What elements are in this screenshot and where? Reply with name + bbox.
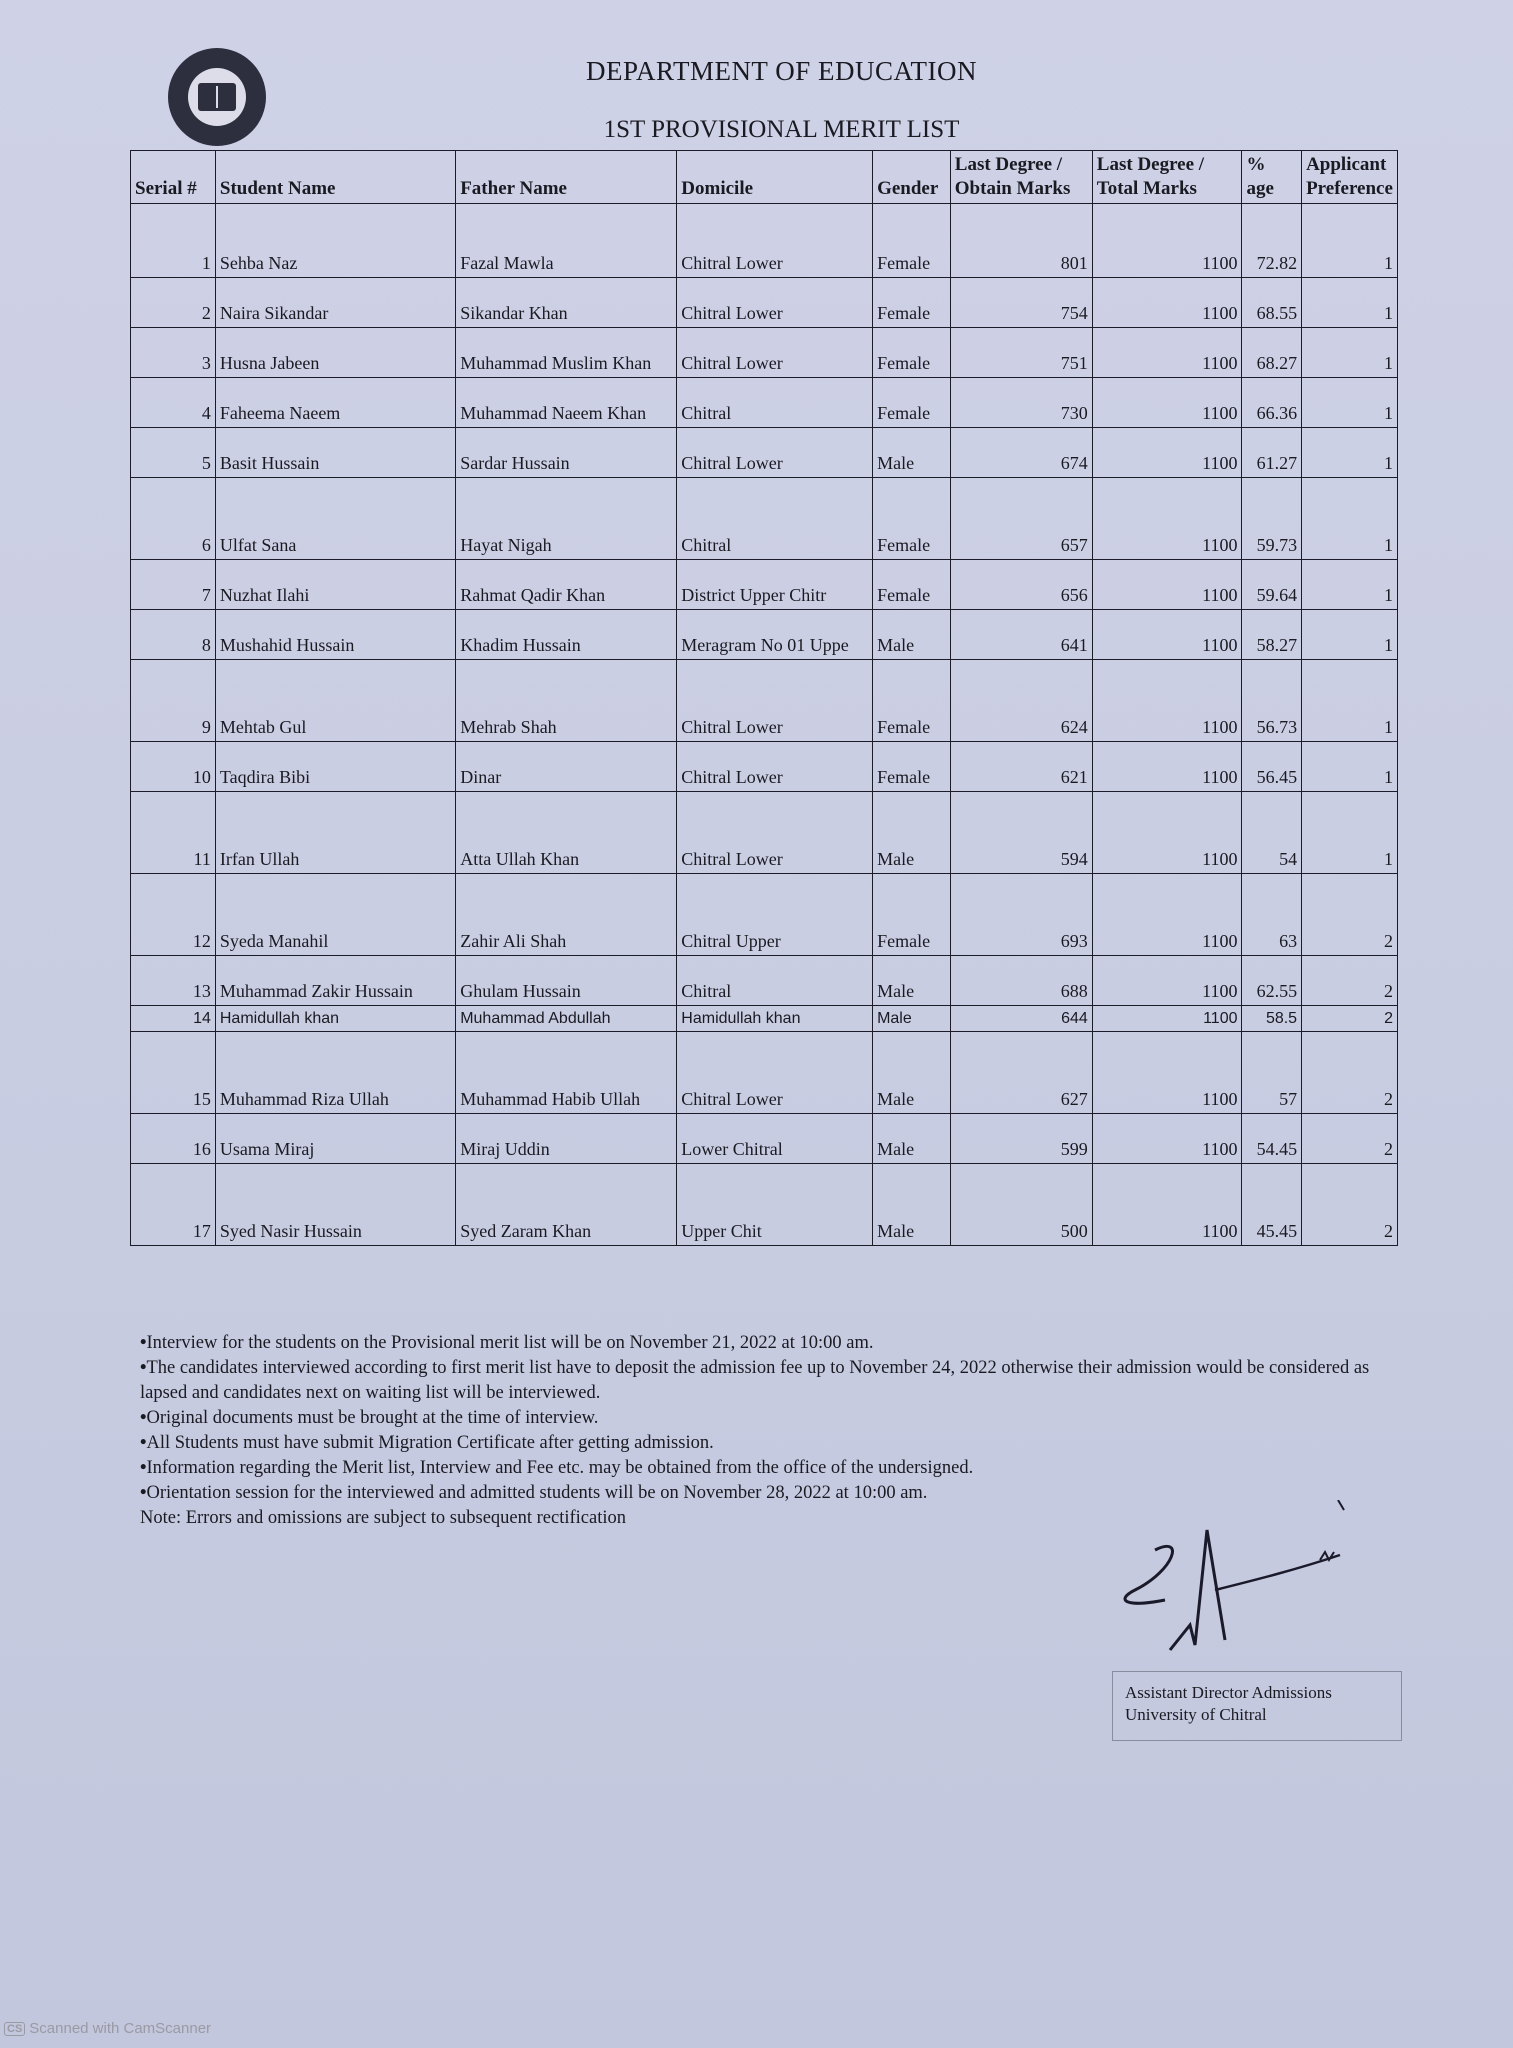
cell-father-name: Khadim Hussain — [456, 610, 677, 660]
table-row — [131, 1006, 1398, 1032]
cell-student-name: Naira Sikandar — [215, 278, 455, 328]
cell-domicile: Chitral — [677, 378, 873, 428]
cell-serial: 17 — [131, 1164, 216, 1246]
cell-student-name: Syeda Manahil — [215, 874, 455, 956]
cell-total-marks: 1100 — [1092, 660, 1242, 742]
cell-serial: 3 — [131, 328, 216, 378]
cell-percentage: 54.45 — [1242, 1114, 1302, 1164]
cell-gender: Male — [873, 1032, 951, 1114]
header-domicile: Domicile — [677, 151, 873, 204]
header-serial: Serial # — [131, 151, 216, 204]
cell-domicile: Chitral Lower — [677, 742, 873, 792]
scanner-watermark — [4, 2020, 211, 2037]
table-row — [131, 328, 1398, 378]
cell-obtain-marks: 688 — [950, 956, 1092, 1006]
cell-preference: 1 — [1302, 742, 1398, 792]
cell-percentage: 68.55 — [1242, 278, 1302, 328]
table-row — [131, 560, 1398, 610]
cell-gender: Female — [873, 874, 951, 956]
cell-percentage: 61.27 — [1242, 428, 1302, 478]
cell-preference: 1 — [1302, 428, 1398, 478]
cell-total-marks: 1100 — [1092, 478, 1242, 560]
cell-gender: Male — [873, 1114, 951, 1164]
cell-gender: Male — [873, 610, 951, 660]
cell-preference: 1 — [1302, 328, 1398, 378]
cell-preference: 2 — [1302, 1114, 1398, 1164]
cell-student-name: Ulfat Sana — [215, 478, 455, 560]
note-item: • The candidates interviewed according to first merit list have to deposit the admission fee up to November 24, 2022 otherwise their admission would be considered as lapsed and candidates next on waiting list will be interviewed. — [140, 1356, 1380, 1406]
header-obtain-marks: Last Degree / Obtain Marks — [950, 151, 1092, 204]
table-row — [131, 1032, 1398, 1114]
cell-preference: 1 — [1302, 378, 1398, 428]
cell-gender: Female — [873, 742, 951, 792]
cell-serial: 16 — [131, 1114, 216, 1164]
cell-preference: 2 — [1302, 874, 1398, 956]
cell-father-name: Sardar Hussain — [456, 428, 677, 478]
note-item: • Information regarding the Merit list, Interview and Fee etc. may be obtained from the office of the undersigned. — [140, 1456, 1380, 1481]
cell-percentage: 45.45 — [1242, 1164, 1302, 1246]
cell-preference: 1 — [1302, 560, 1398, 610]
cell-serial: 7 — [131, 560, 216, 610]
cell-total-marks: 1100 — [1092, 278, 1242, 328]
cell-student-name: Faheema Naeem — [215, 378, 455, 428]
cell-percentage: 56.73 — [1242, 660, 1302, 742]
book-icon — [198, 83, 236, 111]
cell-father-name: Hayat Nigah — [456, 478, 677, 560]
note-item: • Orientation session for the interviewed and admitted students will be on November 28, 2022 at 10:00 am. — [140, 1481, 1380, 1506]
cell-preference: 1 — [1302, 204, 1398, 278]
camscanner-icon: CS — [4, 2022, 25, 2036]
cell-preference: 1 — [1302, 660, 1398, 742]
cell-gender: Male — [873, 1006, 951, 1032]
cell-gender: Female — [873, 560, 951, 610]
cell-total-marks: 1100 — [1092, 328, 1242, 378]
table-row — [131, 478, 1398, 560]
cell-serial: 9 — [131, 660, 216, 742]
cell-preference: 2 — [1302, 1164, 1398, 1246]
cell-student-name: Syed Nasir Hussain — [215, 1164, 455, 1246]
cell-preference: 2 — [1302, 1032, 1398, 1114]
cell-domicile: Chitral Lower — [677, 278, 873, 328]
cell-serial: 13 — [131, 956, 216, 1006]
note-item: • Interview for the students on the Provisional merit list will be on November 21, 2022 at 10:00 am. — [140, 1331, 1380, 1356]
note-item: • All Students must have submit Migration Certificate after getting admission. — [140, 1431, 1380, 1456]
cell-percentage: 63 — [1242, 874, 1302, 956]
cell-serial: 12 — [131, 874, 216, 956]
cell-percentage: 68.27 — [1242, 328, 1302, 378]
cell-domicile: Chitral Lower — [677, 1032, 873, 1114]
cell-gender: Male — [873, 956, 951, 1006]
handwritten-signature — [1095, 1500, 1355, 1660]
cell-student-name: Mushahid Hussain — [215, 610, 455, 660]
cell-domicile: Chitral Lower — [677, 792, 873, 874]
cell-preference: 1 — [1302, 792, 1398, 874]
cell-student-name: Sehba Naz — [215, 204, 455, 278]
cell-obtain-marks: 641 — [950, 610, 1092, 660]
cell-percentage: 58.27 — [1242, 610, 1302, 660]
cell-gender: Female — [873, 378, 951, 428]
cell-student-name: Muhammad Zakir Hussain — [215, 956, 455, 1006]
cell-gender: Male — [873, 792, 951, 874]
cell-student-name: Basit Hussain — [215, 428, 455, 478]
cell-total-marks: 1100 — [1092, 610, 1242, 660]
cell-total-marks: 1100 — [1092, 956, 1242, 1006]
header-father-name: Father Name — [456, 151, 677, 204]
cell-gender: Male — [873, 428, 951, 478]
cell-student-name: Nuzhat Ilahi — [215, 560, 455, 610]
note-item: • Original documents must be brought at the time of interview. — [140, 1406, 1380, 1431]
cell-gender: Female — [873, 328, 951, 378]
cell-domicile: Meragram No 01 Uppe — [677, 610, 873, 660]
cell-preference: 1 — [1302, 278, 1398, 328]
table-row — [131, 278, 1398, 328]
cell-student-name: Muhammad Riza Ullah — [215, 1032, 455, 1114]
scanner-label: Scanned with CamScanner — [29, 2020, 212, 2037]
cell-percentage: 58.5 — [1242, 1006, 1302, 1032]
header-total-marks: Last Degree / Total Marks — [1092, 151, 1242, 204]
cell-percentage: 59.73 — [1242, 478, 1302, 560]
cell-obtain-marks: 594 — [950, 792, 1092, 874]
cell-obtain-marks: 644 — [950, 1006, 1092, 1032]
table-row — [131, 1114, 1398, 1164]
signatory-box — [1112, 1671, 1402, 1741]
cell-percentage: 57 — [1242, 1032, 1302, 1114]
table-header-row — [131, 151, 1398, 204]
cell-preference: 2 — [1302, 1006, 1398, 1032]
cell-serial: 8 — [131, 610, 216, 660]
header-student-name: Student Name — [215, 151, 455, 204]
cell-father-name: Muhammad Habib Ullah — [456, 1032, 677, 1114]
cell-student-name: Mehtab Gul — [215, 660, 455, 742]
cell-student-name: Usama Miraj — [215, 1114, 455, 1164]
cell-father-name: Zahir Ali Shah — [456, 874, 677, 956]
cell-serial: 10 — [131, 742, 216, 792]
cell-total-marks: 1100 — [1092, 204, 1242, 278]
cell-serial: 6 — [131, 478, 216, 560]
merit-list-table — [130, 150, 1398, 1246]
cell-obtain-marks: 599 — [950, 1114, 1092, 1164]
cell-gender: Female — [873, 278, 951, 328]
cell-percentage: 66.36 — [1242, 378, 1302, 428]
cell-father-name: Mehrab Shah — [456, 660, 677, 742]
cell-obtain-marks: 627 — [950, 1032, 1092, 1114]
cell-total-marks: 1100 — [1092, 742, 1242, 792]
cell-domicile: Hamidullah khan — [677, 1006, 873, 1032]
cell-father-name: Syed Zaram Khan — [456, 1164, 677, 1246]
cell-domicile: Chitral Lower — [677, 204, 873, 278]
cell-obtain-marks: 656 — [950, 560, 1092, 610]
cell-father-name: Dinar — [456, 742, 677, 792]
cell-serial: 4 — [131, 378, 216, 428]
cell-domicile: Chitral Lower — [677, 660, 873, 742]
cell-percentage: 72.82 — [1242, 204, 1302, 278]
table-row — [131, 204, 1398, 278]
cell-total-marks: 1100 — [1092, 560, 1242, 610]
cell-total-marks: 1100 — [1092, 1032, 1242, 1114]
cell-obtain-marks: 754 — [950, 278, 1092, 328]
header-gender: Gender — [873, 151, 951, 204]
cell-serial: 15 — [131, 1032, 216, 1114]
table-row — [131, 956, 1398, 1006]
cell-serial: 11 — [131, 792, 216, 874]
cell-obtain-marks: 657 — [950, 478, 1092, 560]
cell-percentage: 59.64 — [1242, 560, 1302, 610]
signatory-title: Assistant Director Admissions — [1125, 1683, 1332, 1702]
cell-father-name: Muhammad Naeem Khan — [456, 378, 677, 428]
cell-father-name: Muhammad Abdullah — [456, 1006, 677, 1032]
cell-father-name: Muhammad Muslim Khan — [456, 328, 677, 378]
department-title: DEPARTMENT OF EDUCATION — [586, 56, 977, 86]
cell-serial: 5 — [131, 428, 216, 478]
cell-total-marks: 1100 — [1092, 1006, 1242, 1032]
table-row — [131, 660, 1398, 742]
cell-father-name: Rahmat Qadir Khan — [456, 560, 677, 610]
cell-student-name: Husna Jabeen — [215, 328, 455, 378]
merit-list-title: 1ST PROVISIONAL MERIT LIST — [603, 116, 960, 143]
cell-gender: Male — [873, 1164, 951, 1246]
table-row — [131, 378, 1398, 428]
cell-father-name: Miraj Uddin — [456, 1114, 677, 1164]
cell-father-name: Sikandar Khan — [456, 278, 677, 328]
cell-father-name: Atta Ullah Khan — [456, 792, 677, 874]
cell-serial: 2 — [131, 278, 216, 328]
cell-obtain-marks: 621 — [950, 742, 1092, 792]
cell-preference: 2 — [1302, 956, 1398, 1006]
cell-total-marks: 1100 — [1092, 792, 1242, 874]
cell-gender: Female — [873, 478, 951, 560]
cell-gender: Female — [873, 660, 951, 742]
header-preference: Applicant Preference — [1302, 151, 1398, 204]
signatory-org: University of Chitral — [1125, 1705, 1267, 1724]
cell-domicile: Chitral Lower — [677, 428, 873, 478]
cell-student-name: Irfan Ullah — [215, 792, 455, 874]
cell-domicile: Chitral Upper — [677, 874, 873, 956]
table-row — [131, 874, 1398, 956]
cell-percentage: 62.55 — [1242, 956, 1302, 1006]
cell-obtain-marks: 674 — [950, 428, 1092, 478]
cell-total-marks: 1100 — [1092, 428, 1242, 478]
note-footer: Note: Errors and omissions are subject to subsequent rectification — [140, 1508, 627, 1528]
cell-total-marks: 1100 — [1092, 1114, 1242, 1164]
cell-father-name: Fazal Mawla — [456, 204, 677, 278]
cell-preference: 1 — [1302, 610, 1398, 660]
cell-obtain-marks: 730 — [950, 378, 1092, 428]
cell-total-marks: 1100 — [1092, 378, 1242, 428]
header-percentage: % age — [1242, 151, 1302, 204]
table-row — [131, 792, 1398, 874]
cell-total-marks: 1100 — [1092, 1164, 1242, 1246]
cell-serial: 1 — [131, 204, 216, 278]
cell-domicile: Chitral — [677, 956, 873, 1006]
cell-father-name: Ghulam Hussain — [456, 956, 677, 1006]
cell-domicile: Lower Chitral — [677, 1114, 873, 1164]
cell-obtain-marks: 751 — [950, 328, 1092, 378]
cell-student-name: Taqdira Bibi — [215, 742, 455, 792]
cell-domicile: Upper Chit — [677, 1164, 873, 1246]
cell-serial: 14 — [131, 1006, 216, 1032]
table-row — [131, 428, 1398, 478]
cell-percentage: 56.45 — [1242, 742, 1302, 792]
cell-domicile: District Upper Chitr — [677, 560, 873, 610]
cell-percentage: 54 — [1242, 792, 1302, 874]
cell-domicile: Chitral Lower — [677, 328, 873, 378]
cell-preference: 1 — [1302, 478, 1398, 560]
table-row — [131, 742, 1398, 792]
table-row — [131, 1164, 1398, 1246]
cell-gender: Female — [873, 204, 951, 278]
cell-total-marks: 1100 — [1092, 874, 1242, 956]
cell-obtain-marks: 693 — [950, 874, 1092, 956]
table-row — [131, 610, 1398, 660]
cell-obtain-marks: 500 — [950, 1164, 1092, 1246]
cell-student-name: Hamidullah khan — [215, 1006, 455, 1032]
cell-obtain-marks: 801 — [950, 204, 1092, 278]
cell-obtain-marks: 624 — [950, 660, 1092, 742]
cell-domicile: Chitral — [677, 478, 873, 560]
